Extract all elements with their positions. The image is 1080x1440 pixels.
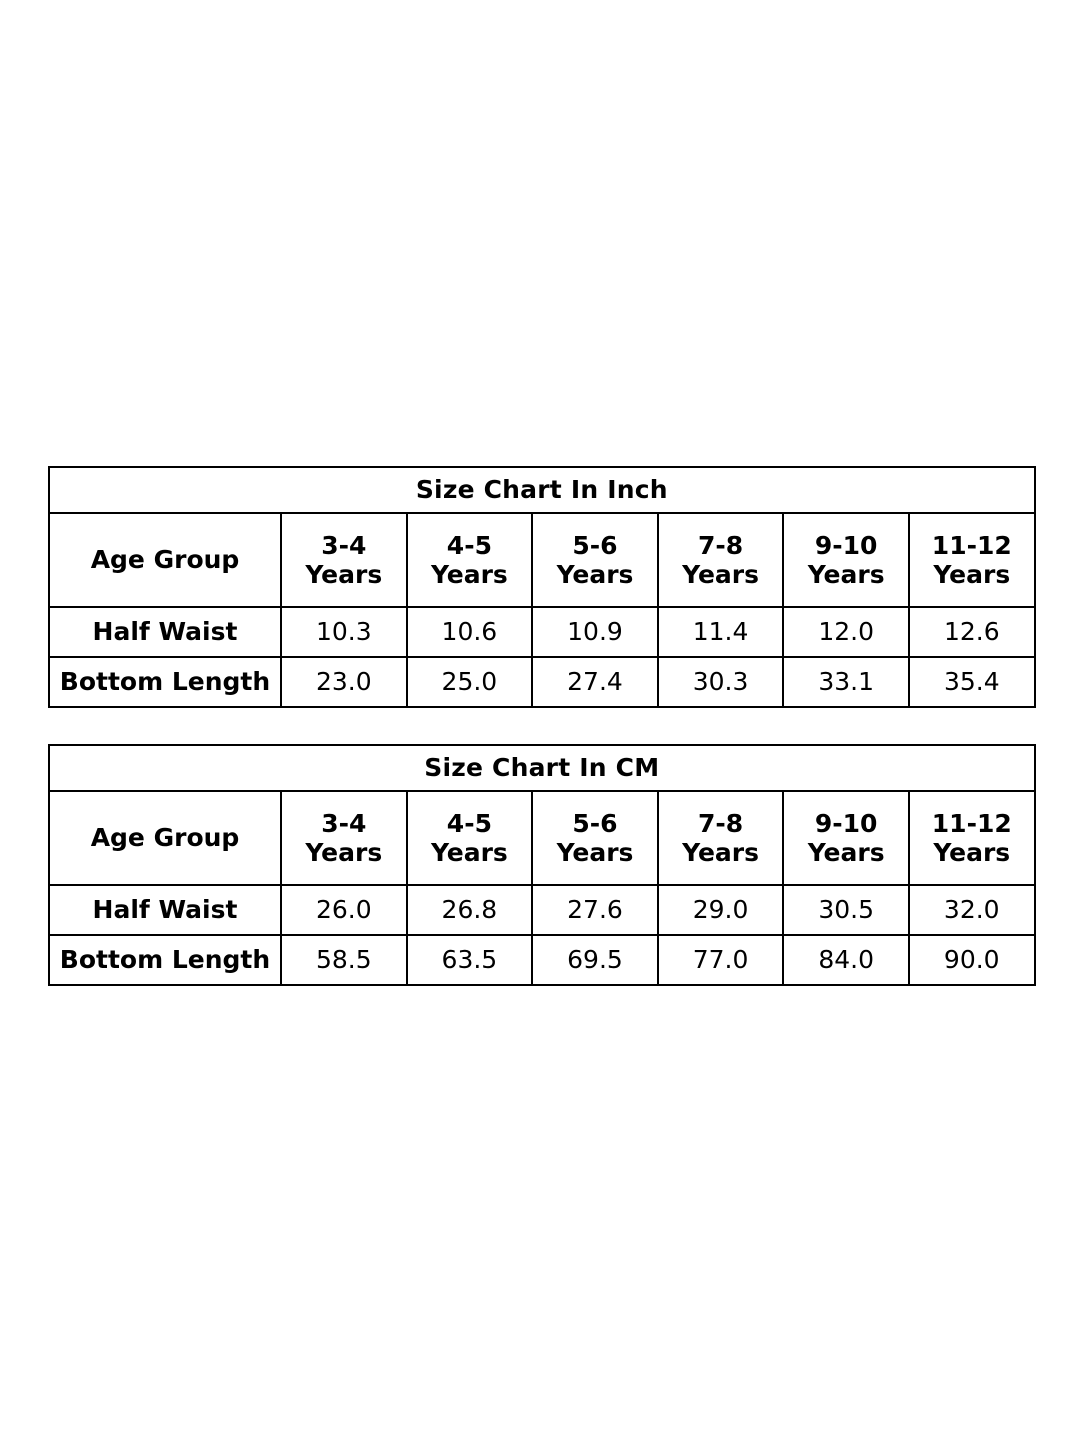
column-header-line2: Years (682, 560, 759, 589)
cell-half-waist-7-8-inch: 11.4 (658, 607, 784, 657)
cell-half-waist-7-8-cm: 29.0 (658, 885, 784, 935)
table-row (49, 885, 1035, 935)
column-header-line1: 9-10 (814, 808, 878, 838)
column-header-line2: Years (556, 560, 634, 589)
column-header-line2: Years (807, 560, 885, 589)
size-chart-inch-block (48, 466, 1033, 708)
column-header-line2: Years (430, 560, 508, 589)
chart-title-cm: Size Chart In CM (49, 745, 1035, 791)
cell-bottom-length-7-8-cm: 77.0 (658, 935, 784, 985)
column-header-age-7-8-cm (658, 791, 784, 885)
column-header-line1: 11-12 (931, 808, 1012, 838)
cell-half-waist-9-10-inch: 12.0 (783, 607, 909, 657)
row-label-half-waist-inch: Half Waist (49, 607, 281, 657)
cell-bottom-length-3-4-inch: 23.0 (281, 657, 407, 707)
cell-bottom-length-4-5-inch: 25.0 (407, 657, 533, 707)
cell-bottom-length-3-4-cm: 58.5 (281, 935, 407, 985)
column-header-age-5-6-inch (532, 513, 658, 607)
table-row (49, 607, 1035, 657)
column-header-line1: 5-6 (572, 808, 618, 838)
cell-bottom-length-9-10-inch: 33.1 (783, 657, 909, 707)
cell-bottom-length-11-12-inch: 35.4 (909, 657, 1035, 707)
chart-title-inch: Size Chart In Inch (49, 467, 1035, 513)
cell-half-waist-5-6-inch: 10.9 (532, 607, 658, 657)
column-header-age-9-10-cm (783, 791, 909, 885)
row-header-label-cm: Age Group (49, 791, 281, 885)
size-chart-cm-block (48, 744, 1033, 986)
row-label-half-waist-cm: Half Waist (49, 885, 281, 935)
column-header-line1: 3-4 (321, 530, 367, 560)
cell-bottom-length-7-8-inch: 30.3 (658, 657, 784, 707)
row-label-bottom-length-cm: Bottom Length (49, 935, 281, 985)
cell-half-waist-3-4-cm: 26.0 (281, 885, 407, 935)
column-header-line1: 7-8 (697, 530, 744, 560)
row-header-label-inch: Age Group (49, 513, 281, 607)
table-row (49, 657, 1035, 707)
column-header-line2: Years (682, 838, 759, 867)
cell-half-waist-3-4-inch: 10.3 (281, 607, 407, 657)
size-chart-cm-table (48, 744, 1036, 986)
table-row-title (49, 467, 1035, 513)
column-header-line2: Years (305, 838, 383, 867)
column-header-line2: Years (933, 560, 1011, 589)
table-row (49, 935, 1035, 985)
size-chart-inch-table (48, 466, 1036, 708)
cell-bottom-length-5-6-inch: 27.4 (532, 657, 658, 707)
cell-bottom-length-5-6-cm: 69.5 (532, 935, 658, 985)
column-header-age-9-10-inch (783, 513, 909, 607)
column-header-line1: 9-10 (814, 530, 878, 560)
column-header-line2: Years (430, 838, 508, 867)
column-header-line1: 7-8 (697, 808, 744, 838)
cell-bottom-length-9-10-cm: 84.0 (783, 935, 909, 985)
cell-half-waist-4-5-inch: 10.6 (407, 607, 533, 657)
column-header-line2: Years (305, 560, 383, 589)
column-header-age-11-12-cm (909, 791, 1035, 885)
cell-half-waist-9-10-cm: 30.5 (783, 885, 909, 935)
column-header-line1: 4-5 (446, 530, 492, 560)
column-header-age-3-4-cm (281, 791, 407, 885)
table-row-title (49, 745, 1035, 791)
column-header-age-4-5-cm (407, 791, 533, 885)
cell-bottom-length-11-12-cm: 90.0 (909, 935, 1035, 985)
column-header-age-3-4-inch (281, 513, 407, 607)
column-header-line2: Years (807, 838, 885, 867)
column-header-age-4-5-inch (407, 513, 533, 607)
column-header-age-7-8-inch (658, 513, 784, 607)
row-label-bottom-length-inch: Bottom Length (49, 657, 281, 707)
cell-half-waist-11-12-cm: 32.0 (909, 885, 1035, 935)
column-header-line1: 4-5 (446, 808, 492, 838)
column-header-line2: Years (556, 838, 634, 867)
table-row-header (49, 791, 1035, 885)
column-header-line1: 11-12 (931, 530, 1012, 560)
column-header-age-5-6-cm (532, 791, 658, 885)
cell-half-waist-4-5-cm: 26.8 (407, 885, 533, 935)
column-header-line2: Years (933, 838, 1011, 867)
cell-half-waist-11-12-inch: 12.6 (909, 607, 1035, 657)
column-header-line1: 5-6 (572, 530, 618, 560)
column-header-age-11-12-inch (909, 513, 1035, 607)
cell-bottom-length-4-5-cm: 63.5 (407, 935, 533, 985)
column-header-line1: 3-4 (321, 808, 367, 838)
cell-half-waist-5-6-cm: 27.6 (532, 885, 658, 935)
table-row-header (49, 513, 1035, 607)
